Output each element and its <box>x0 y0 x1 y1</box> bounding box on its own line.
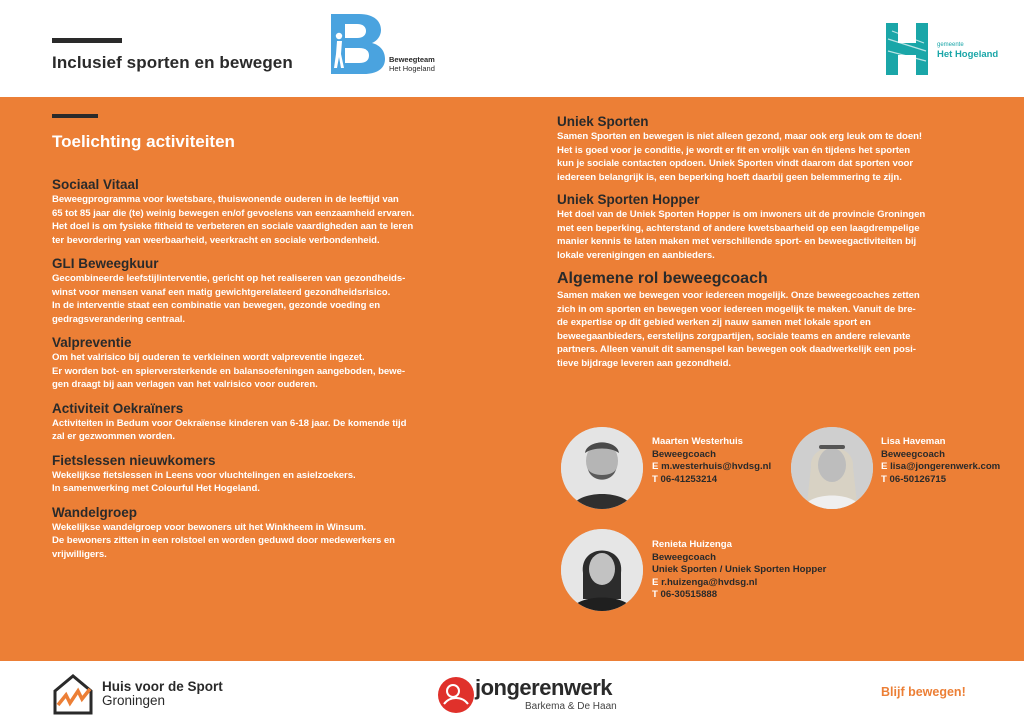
page-header <box>0 0 1024 97</box>
section-uniek-sporten <box>557 114 977 184</box>
info-column <box>557 114 977 378</box>
beweegteam-logo-icon <box>329 14 387 74</box>
activity-valpreventie <box>52 335 482 392</box>
activity-title: Activiteit Oekraïners <box>52 400 184 416</box>
section-algemene-rol <box>557 270 977 370</box>
section-text: Het doel van de Uniek Sporten Hopper is om inwoners uit de provincie Groningen met een beperking, achterstand of andere kwetsbaarheid op een laagdrempelige manier kennis te laten maken met verschillende sport- en beweegactiviteiten bij lokale verenigingen en aanbieders. <box>557 209 926 261</box>
section-text: Samen Sporten en bewegen is niet alleen gezond, maar ook erg leuk om te doen! Het is goed voor je conditie, je wordt er fit en vrolijk van én tijdens het sporten kun je sociale contacten opdoen. Uniek Sporten vindt daarom dat sporten voor iedereen belangrijk is, een beperking hoeft daarbij geen belemmering te zijn. <box>557 131 923 183</box>
email-label: E <box>652 576 659 588</box>
jongerenwerk-subtitle: Barkema & De Haan <box>525 701 617 712</box>
contact-role: Beweegcoach <box>652 448 716 460</box>
beweegteam-line1: Beweegteam <box>389 55 435 64</box>
contact-name: Renieta Huizenga <box>652 539 732 550</box>
hvds-line2: Groningen <box>102 693 166 708</box>
activity-sociaal-vitaal <box>52 177 482 247</box>
activity-text: Om het valrisico bij ouderen te verkleinen wordt valpreventie ingezet. Er worden bot- en spierversterkende en balansoefeningen aangeboden, bewe- gen draagt bij aan verlagen van het valrisico voor ouderen. <box>52 352 406 390</box>
activity-title: Sociaal Vitaal <box>52 177 139 192</box>
hvds-line1: Huis voor de Sport <box>102 679 223 694</box>
contact-email[interactable]: lisa@jongerenwerk.com <box>890 461 1001 472</box>
slogan: Blijf bewegen! <box>881 685 966 699</box>
section-heading: Uniek Sporten <box>557 114 649 129</box>
section-heading: Uniek Sporten Hopper <box>557 192 700 207</box>
activity-text: Wekelijkse wandelgroep voor bewoners uit het Winkheem in Winsum. De bewoners zitten in een rolstoel en worden geduwd door medewerkers en vrijwilligers. <box>52 521 395 560</box>
section-title: Toelichting activiteiten <box>52 132 235 151</box>
activity-gli-beweegkuur <box>52 256 482 326</box>
gemeente-logo-text <box>937 40 998 60</box>
activity-wandelgroep <box>52 505 482 562</box>
avatar <box>561 529 643 611</box>
avatar <box>791 427 873 509</box>
gemeente-name: Het Hogeland <box>937 49 999 60</box>
contact-role: Beweegcoach <box>881 448 945 460</box>
email-label: E <box>652 461 659 472</box>
activity-text: Activiteiten in Bedum voor Oekraïense kinderen van 6-18 jaar. De komende tijd zal er gezwommen worden. <box>52 417 407 442</box>
contact-extra: Uniek Sporten / Uniek Sporten Hopper <box>652 564 827 575</box>
person-photo-icon <box>561 529 643 611</box>
contact-name: Maarten Westerhuis <box>652 436 743 447</box>
activities-column <box>52 177 482 570</box>
main-panel <box>0 97 1024 661</box>
huis-voor-de-sport-logo-text <box>102 680 223 708</box>
activity-fietslessen <box>52 453 482 496</box>
section-text: Samen maken we bewegen voor iedereen mogelijk. Onze beweegcoaches zetten zich in om sporten en bewegen voor iedereen mogelijk te maken. Vanuit de bre- de expertise op dit gebied werken zij nauw samen met lokale sport en beweegaanbieders, eerstelijns zorgpartijen, sociale teams en andere relevante partners. Alleen vanuit dit samenspel kan bewegen ook daadwerkelijk een posi- tieve bijdrage leveren aan gezondheid. <box>557 290 920 369</box>
beweegteam-logo-text <box>389 55 435 73</box>
avatar <box>561 427 643 509</box>
activity-title: Valpreventie <box>52 335 132 350</box>
section-uniek-sporten-hopper <box>557 192 977 262</box>
gemeente-logo-icon <box>884 21 932 77</box>
activity-title: Wandelgroep <box>52 504 138 520</box>
contact-email[interactable]: m.westerhuis@hvdsg.nl <box>661 461 772 472</box>
activity-text: Beweegprogramma voor kwetsbare, thuiswonende ouderen in de leeftijd van 65 tot 85 jaar die (te) weinig bewegen en/of gevoelens van eenzaamheid ervaren. Het doel is om fysieke fitheid te verbeteren en sociale vaardigheden aan te leren ter bevordering van weerbaarheid, veerkracht en sociale verbondenheid. <box>52 194 415 246</box>
phone-label: T <box>652 473 658 485</box>
activity-oekrainers <box>52 401 482 444</box>
person-photo-icon <box>561 427 643 509</box>
section-heading: Algemene rol beweegcoach <box>557 270 768 287</box>
contact-card-maarten <box>652 436 771 486</box>
header-accent-bar <box>52 38 122 43</box>
contact-phone[interactable]: 06-50126715 <box>889 473 947 485</box>
contact-name: Lisa Haveman <box>881 436 946 447</box>
jongerenwerk-logo-icon <box>436 674 476 714</box>
phone-label: T <box>881 473 887 485</box>
jongerenwerk-logo-text: jongerenwerk <box>475 675 613 700</box>
email-label: E <box>881 461 888 472</box>
page-title: Inclusief sporten en bewegen <box>52 53 293 72</box>
beweegteam-line2: Het Hogeland <box>389 64 435 73</box>
person-photo-icon <box>791 427 873 509</box>
contact-phone[interactable]: 06-41253214 <box>660 473 718 485</box>
contact-card-renieta <box>652 539 826 602</box>
contact-role: Beweegcoach <box>652 551 716 563</box>
page-footer <box>0 661 1024 726</box>
activity-title: Fietslessen nieuwkomers <box>52 452 216 468</box>
activity-text: Gecombineerde leefstijlinterventie, gericht op het realiseren van gezondheids- winst voor mensen vanaf een matig gewichtgerelateerd gezondheidsrisico. In de interventie staat een combinatie van bewegen, gezonde voeding en gedragsverandering centraal. <box>52 273 406 325</box>
activity-title: GLI Beweegkuur <box>52 256 159 271</box>
phone-label: T <box>652 589 658 600</box>
contact-card-lisa <box>881 436 1000 486</box>
activity-text: Wekelijkse fietslessen in Leens voor vluchtelingen en asielzoekers. In samenwerking met Colourful Het Hogeland. <box>52 469 356 494</box>
section-accent-bar <box>52 114 98 118</box>
gemeente-small-label: gemeente <box>937 42 964 48</box>
huis-voor-de-sport-logo-icon <box>52 673 94 715</box>
contact-email[interactable]: r.huizenga@hvdsg.nl <box>661 576 758 588</box>
contact-phone[interactable]: 06-30515888 <box>660 589 718 600</box>
